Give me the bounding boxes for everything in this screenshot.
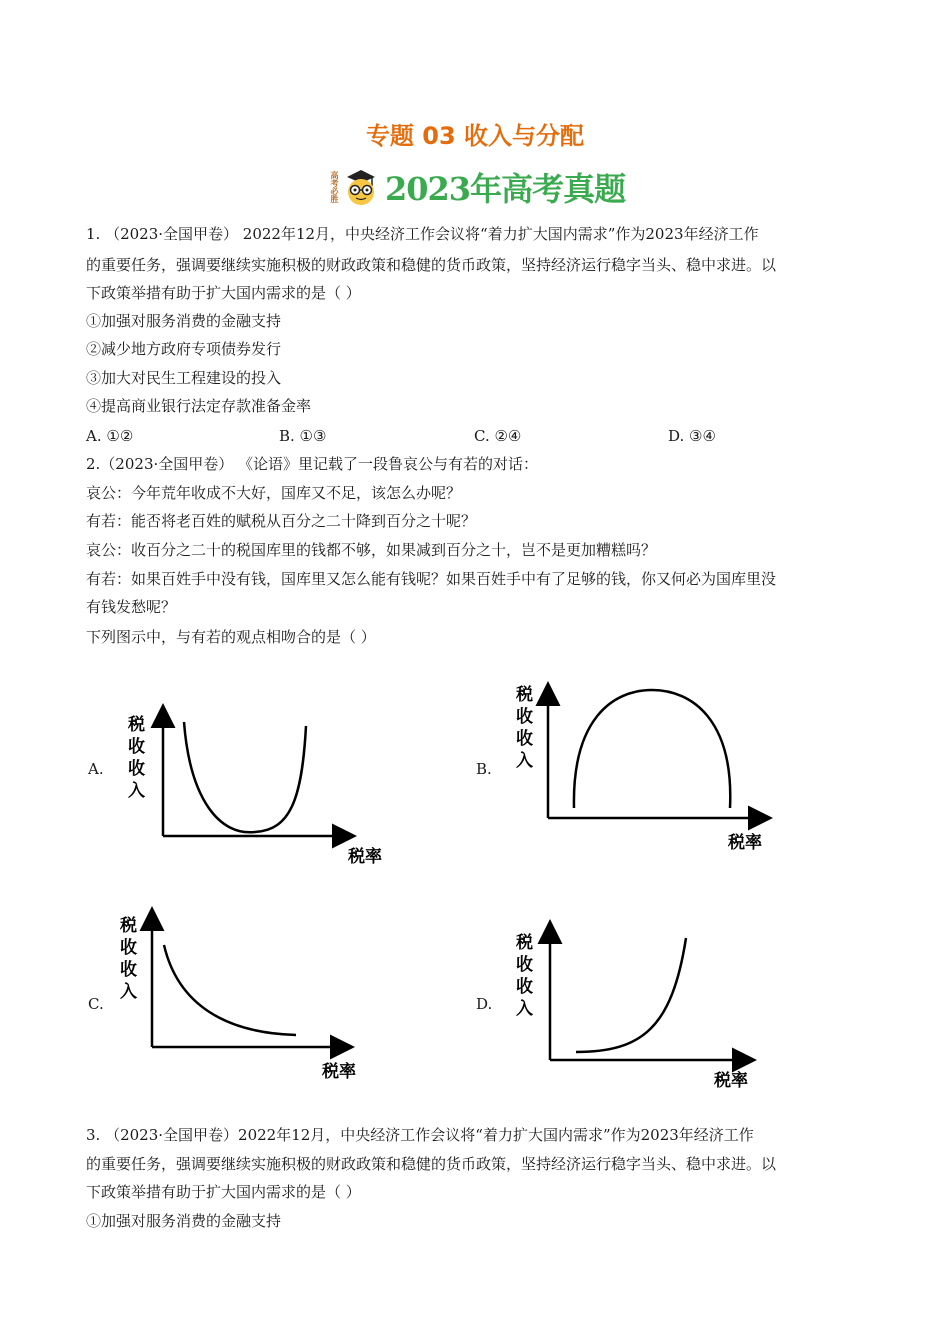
graph-a (120, 700, 380, 870)
svg-text:收: 收 (128, 737, 145, 757)
q1-line: 下政策举措有助于扩大国内需求的是（ ） (86, 284, 361, 302)
graph-a-x-label: 税率 (348, 847, 382, 867)
q1-line: 的重要任务，强调要继续实施积极的财政政策和稳健的货币政策，坚持经济运行稳字当头、稳中求进。以 (86, 256, 777, 274)
svg-text:入: 入 (516, 751, 533, 771)
graph-c-x-label: 税率 (322, 1062, 356, 1082)
svg-text:收: 收 (128, 759, 145, 779)
graph-d-curve (576, 938, 686, 1052)
graph-a-curve (184, 722, 306, 832)
q1-item: ①加强对服务消费的金融支持 (86, 312, 282, 330)
q1-option-c: C. ②④ (474, 427, 522, 445)
svg-text:入: 入 (120, 982, 137, 1002)
q2-line: 下列图示中，与有若的观点相吻合的是（ ） (86, 628, 376, 646)
svg-text:入: 入 (516, 999, 533, 1019)
q2-line: 有钱发愁呢？ (86, 598, 177, 616)
q2-line: 2.（2023·全国甲卷） 《论语》里记载了一段鲁哀公与有若的对话： (86, 455, 539, 473)
q3-line: 3. （2023·全国甲卷）2022年12月，中央经济工作会议将“着力扩大国内需求”作为2023年经济工作 (86, 1126, 754, 1144)
svg-text:税: 税 (516, 933, 533, 953)
graph-d (512, 918, 782, 1098)
graph-b (512, 680, 782, 855)
q1-line: 1. （2023·全国甲卷） 2022年12月，中央经济工作会议将“着力扩大国内需求”作为2023年经济工作 (86, 225, 759, 243)
graph-c-y-label (119, 916, 137, 1002)
graph-d-y-label (515, 933, 533, 1019)
svg-text:收: 收 (516, 729, 533, 749)
banner-title: 2023年高考真题 (385, 170, 626, 208)
svg-text:收: 收 (516, 707, 533, 727)
page-title: 专题 03 收入与分配 (365, 122, 585, 150)
svg-text:收: 收 (516, 955, 533, 975)
svg-text:收: 收 (120, 938, 137, 958)
graph-b-y-label (515, 685, 533, 771)
q2-line: 有若：如果百姓手中没有钱，国库里又怎么能有钱呢？如果百姓手中有了足够的钱，你又何必为国库里没 (86, 570, 777, 588)
q2-line: 哀公：收百分之二十的税国库里的钱都不够，如果减到百分之十，岂不是更加糟糕吗？ (86, 541, 657, 559)
svg-text:税: 税 (128, 715, 145, 735)
svg-text:收: 收 (120, 960, 137, 980)
svg-text:税: 税 (516, 685, 533, 705)
graph-c (116, 905, 376, 1085)
badge-text: 高考必胜 (330, 171, 340, 203)
graph-c-curve (164, 945, 296, 1035)
graph-d-x-label: 税率 (714, 1071, 748, 1091)
q2-line: 哀公：今年荒年收成不大好，国库又不足，该怎么办呢？ (86, 484, 462, 502)
q2-line: 有若：能否将老百姓的赋税从百分之二十降到百分之十呢？ (86, 512, 477, 530)
q1-item: ④提高商业银行法定存款准备金率 (86, 397, 312, 415)
svg-text:收: 收 (516, 977, 533, 997)
graph-d-label: D. (476, 995, 493, 1013)
mascot-icon (341, 167, 381, 207)
q1-option-b: B. ①③ (279, 427, 327, 445)
svg-text:税: 税 (120, 916, 137, 936)
q1-option-a: A. ①② (86, 427, 134, 445)
svg-text:入: 入 (128, 781, 145, 801)
q1-option-d: D. ③④ (668, 427, 716, 445)
q3-line: 下政策举措有助于扩大国内需求的是（ ） (86, 1183, 361, 1201)
q3-line: 的重要任务，强调要继续实施积极的财政政策和稳健的货币政策，坚持经济运行稳字当头、稳中求进。以 (86, 1155, 777, 1173)
q1-item: ②减少地方政府专项债券发行 (86, 340, 282, 358)
graph-c-label: C. (88, 995, 104, 1013)
q3-item: ①加强对服务消费的金融支持 (86, 1212, 282, 1230)
section-banner (330, 164, 625, 210)
graph-b-curve (574, 690, 730, 808)
graph-a-label: A. (88, 760, 104, 778)
q1-item: ③加大对民生工程建设的投入 (86, 369, 282, 387)
graph-b-x-label: 税率 (728, 833, 762, 853)
graph-b-label: B. (476, 760, 492, 778)
graph-a-y-label (127, 715, 145, 801)
